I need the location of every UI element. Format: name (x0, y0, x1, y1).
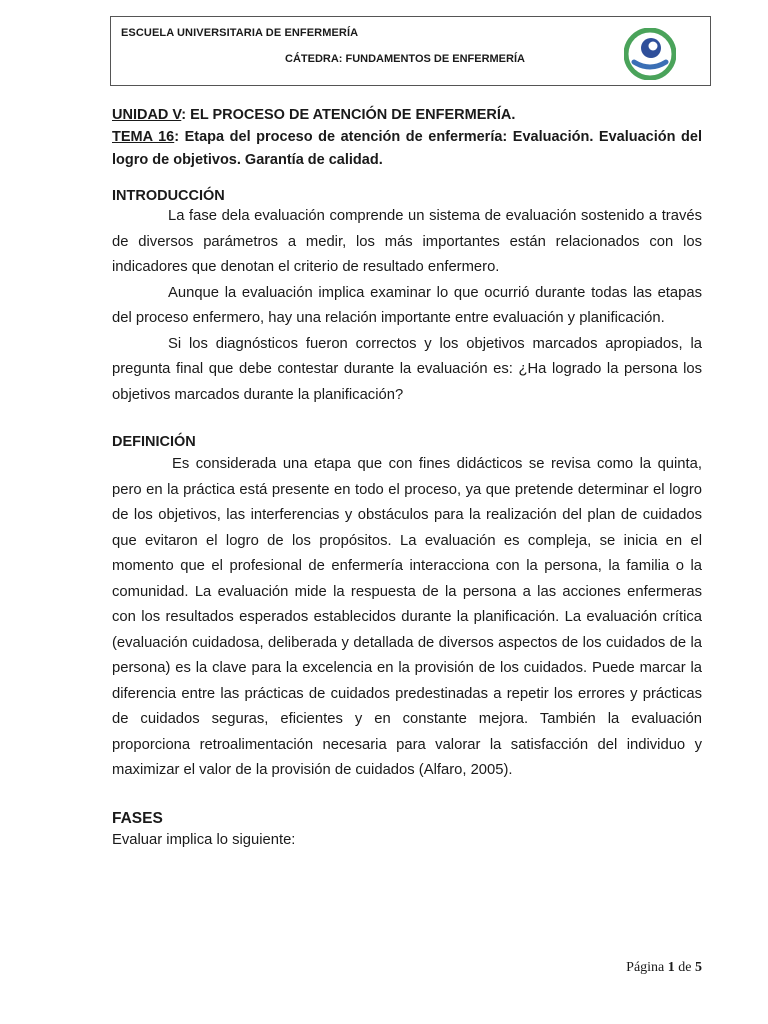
topic-title: : Etapa del proceso de atención de enfermería: Evaluación. Evaluación del logro de objetivos. Garantía de calidad. (112, 129, 702, 168)
document-header (110, 16, 711, 86)
unit-title: : EL PROCESO DE ATENCIÓN DE ENFERMERÍA. (181, 107, 516, 123)
page-total: 5 (695, 960, 702, 975)
school-name: ESCUELA UNIVERSITARIA DE ENFERMERÍA (121, 27, 359, 39)
intro-paragraph-2: Aunque la evaluación implica examinar lo que ocurrió durante todas las etapas del proceso enfermero, hay una relación importante entre evaluación y planificación. (112, 284, 702, 326)
phases-heading: FASES (112, 809, 163, 827)
page-footer (626, 960, 702, 976)
topic-label: TEMA 16 (112, 129, 175, 145)
unit-heading (112, 104, 702, 126)
intro-paragraph-3: Si los diagnósticos fueron correctos y los objetivos marcados apropiados, la pregunta final que debe contestar durante la evaluación es: ¿Ha logrado la persona los objetivos marcados durante la planificación? (112, 335, 702, 403)
topic-heading (112, 126, 702, 172)
intro-paragraph-1: La fase dela evaluación comprende un sistema de evaluación sostenido a través de diversos parámetros a medir, los más importantes están relacionados con los indicadores que denotan el criterio de resultado enfermero. (112, 208, 702, 275)
catedra-title: CÁTEDRA: FUNDAMENTOS DE ENFERMERÍA (285, 53, 525, 65)
intro-heading: INTRODUCCIÓN (112, 188, 225, 204)
unit-label: UNIDAD V (112, 107, 182, 123)
phases-paragraph: Evaluar implica lo siguiente: (112, 831, 296, 848)
document-body (112, 104, 702, 853)
of-word: de (678, 960, 692, 975)
page-number: 1 (667, 960, 675, 975)
school-logo-icon (624, 28, 676, 80)
definition-heading: DEFINICIÓN (112, 434, 196, 450)
page-word: Página (626, 960, 665, 975)
definition-paragraph: Es considerada una etapa que con fines didácticos se revisa como la quinta, pero en la práctica está presente en todo el proceso, ya que pretende determinar el logro de los objetivos, las interferencias y obstáculos para la realización del plan de cuidados que evitaron el logro de los propósitos. La evaluación es compleja, se inicia en el momento que el profesional de enfermería interacciona con la persona, la familia o la comunidad. La evaluación mide la respuesta de la persona a las acciones enfermeras con los resultados esperados establecidos durante la planificación. La evaluación crítica (evaluación cuidadosa, deliberada y detallada de diversos aspectos de los cuidados de la persona) es la clave para la excelencia en la provisión de los cuidados. Puede marcar la diferencia entre las prácticas de cuidados predestinadas a repetir los errores y prácticas de cuidados seguras, eficientes y en constante mejora. También la evaluación proporciona retroalimentación necesaria para valorar la satisfacción del individuo y maximizar el valor de la provisión de cuidados (Alfaro, 2005). (112, 456, 702, 778)
